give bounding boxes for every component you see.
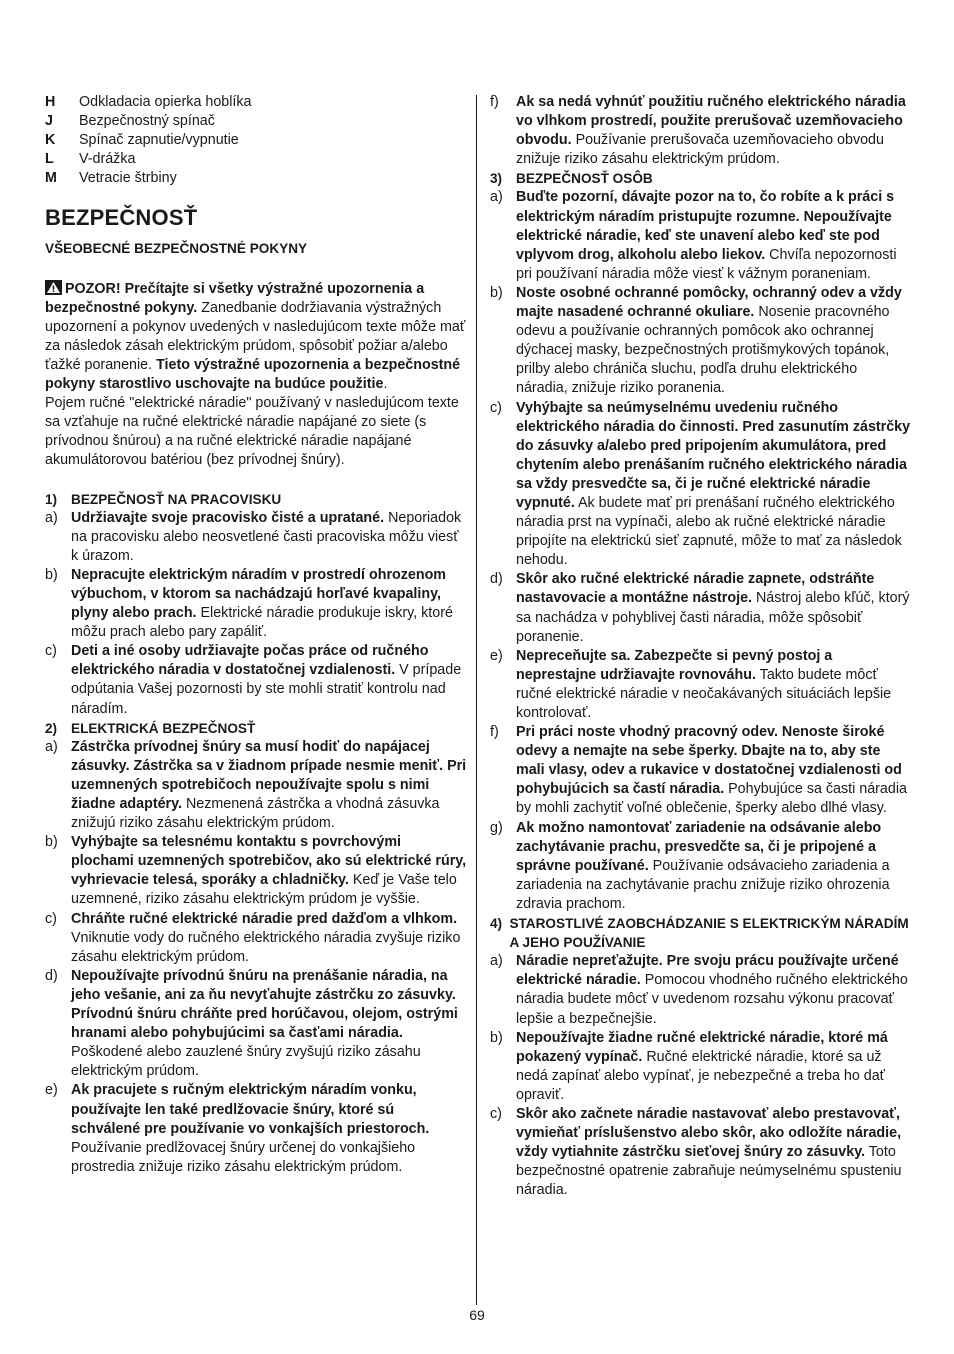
item-bold: Nepoužívajte žiadne ručné elektrické náradie, ktoré má pokazený vypínač. xyxy=(516,1029,888,1065)
item-label: c) xyxy=(45,643,57,660)
list-item xyxy=(45,642,467,718)
item-bold: Skôr ako ručné elektrické náradie zapnete, odstráňte nastavovacie a montážne nástroje. xyxy=(516,571,875,607)
legend-key: M xyxy=(45,170,57,187)
item-text xyxy=(71,967,467,1082)
list-item xyxy=(490,647,912,723)
item-text xyxy=(516,93,912,169)
item-bold: Náradie nepreťažujte. Pre svoju prácu používajte určené elektrické náradie. xyxy=(516,953,899,989)
item-text xyxy=(71,910,467,967)
legend-key: J xyxy=(45,113,53,130)
item-bold: Pri práci noste vhodný pracovný odev. Nenoste široké odevy a nemajte na sebe šperky. Dbajte na to, aby ste mali vlasy, odev a rukavice v dostatočnej vzdialenosti od pohybujúcich sa častí náradia. xyxy=(516,724,902,798)
item-body: Nosenie pracovného odevu a používanie ochranných pomôcok ako ochrannej dýchacej masky, bezpečnostných protišmykových topánok, prilby alebo chrániča sluchu, podľa druhu elektrického náradia, znižuje riziko poranenia. xyxy=(516,304,890,397)
section-title-text: ELEKTRICKÁ BEZPEČNOSŤ xyxy=(71,720,256,736)
list-item xyxy=(490,723,912,818)
left-column xyxy=(45,93,467,1177)
definition-paragraph: Pojem ručné "elektrické náradie" používaný v nasledujúcom texte sa vzťahuje na ručné elektrické náradie napájané zo siete (s prívodnou šnúrou) a na ručné elektrické náradie napájané akumulátorovou batériou (bez prívodnej šnúry). xyxy=(45,395,459,469)
list-item xyxy=(45,910,467,967)
list-item xyxy=(45,1081,467,1176)
item-label: g) xyxy=(490,819,503,836)
list-item xyxy=(490,188,912,283)
column-divider xyxy=(476,95,477,1305)
item-body: Chvíľa nepozornosti pri používaní náradia môže viesť k vážnym poraneniam. xyxy=(516,246,897,282)
item-body: Používanie prerušovača uzemňovacieho obvodu znižuje riziko zásahu elektrickým prúdom. xyxy=(516,132,884,168)
legend-item xyxy=(45,131,467,150)
item-bold: Vyhýbajte sa telesnému kontaktu s povrchovými plochami uzemnených spotrebičov, ako sú elektrické rúry, vyhrievacie telesá, sporáky a chladničky. xyxy=(71,834,467,889)
item-body: Pomocou vhodného ručného elektrického náradia budete môcť v uvedenom rozsahu výkonu pracovať lepšie a bezpečnejšie. xyxy=(516,972,908,1027)
item-text xyxy=(71,1081,467,1176)
item-body: V prípade odpútania Vašej pozornosti by ste mohli stratiť kontrolu nad náradím. xyxy=(71,662,462,717)
item-bold: Deti a iné osoby udržiavajte počas práce od ručného elektrického náradia v dostatočnej vzdialenosti. xyxy=(71,643,429,679)
legend-key: H xyxy=(45,94,56,110)
section-title xyxy=(490,914,912,952)
item-label: d) xyxy=(45,967,58,984)
item-body: Ručné elektrické náradie, ktoré sa už nedá zapínať alebo vypínať, je nebezpečné a treba ho dať opraviť. xyxy=(516,1048,886,1103)
item-text xyxy=(71,642,467,718)
item-bold: Skôr ako začnete náradie nastavovať alebo prestavovať, vymieňať príslušenstvo alebo skôr, ako odložíte náradie, vždy vytiahnite zástrčku sieťovej šnúry zo zásuvky. xyxy=(516,1105,902,1161)
section-heading: BEZPEČNOSŤ xyxy=(45,205,198,231)
item-text xyxy=(71,738,467,833)
item-bold: Udržiavajte svoje pracovisko čisté a upratané. xyxy=(71,509,385,526)
warning-bold-text-2: Tieto výstražné upozornenia a bezpečnostné pokyny starostlivo uschovajte na budúce použitie xyxy=(45,356,461,393)
legend-key: L xyxy=(45,151,54,168)
item-body: Používanie predlžovacej šnúry určenej do vonkajšieho prostredia znižuje riziko zásahu elektrickým prúdom. xyxy=(71,1139,416,1175)
section-number: 3) xyxy=(490,171,503,187)
item-label: e) xyxy=(490,647,503,664)
section-number: 4) xyxy=(490,916,503,932)
item-label: b) xyxy=(490,1029,503,1046)
warning-bold-text: POZOR! Prečítajte si všetky výstražné upozornenia a bezpečnostné pokyny. xyxy=(45,280,425,316)
item-body: Ak budete mať pri prenášaní ručného elektrického náradia prst na vypínači, alebo ak ručné elektrické náradie pripojíte na elektrickú sieť zapnuté, môže to mať za následok nehodu. xyxy=(516,494,902,569)
legend-key: K xyxy=(45,132,56,149)
section-number: 1) xyxy=(45,491,58,507)
right-column xyxy=(490,93,912,1200)
list-item xyxy=(45,738,467,833)
item-text xyxy=(71,509,467,566)
item-bold: Noste osobné ochranné pomôcky, ochranný odev a vždy majte nasadené ochranné okuliare. xyxy=(516,284,902,321)
item-label: f) xyxy=(490,724,499,741)
list-item xyxy=(490,1105,912,1200)
item-label: c) xyxy=(45,910,57,927)
list-item xyxy=(490,952,912,1028)
item-bold: Chráňte ručné elektrické náradie pred dažďom a vlhkom. xyxy=(71,910,458,927)
page-number: 69 xyxy=(469,1307,485,1323)
item-text xyxy=(516,570,912,646)
item-bold: Nepoužívajte prívodnú šnúru na prenášanie náradia, na jeho vešanie, ani za ňu nevyťahujte zástrčku zo zásuvky. Prívodnú šnúru chráňte pred horúčavou, olejom, ostrými hranami alebo pohybujúcimi sa časťami náradia. xyxy=(71,967,458,1042)
list-item xyxy=(45,509,467,566)
item-label: a) xyxy=(490,953,503,970)
item-body: Nástroj alebo kľúč, ktorý sa nachádza v pohyblivej časti náradia, môže spôsobiť poranenie. xyxy=(516,590,910,645)
item-text xyxy=(516,647,912,723)
legend-item xyxy=(45,169,467,188)
item-label: f) xyxy=(490,94,499,110)
list-item xyxy=(490,570,912,646)
item-body: Vniknutie vody do ručného elektrického náradia zvyšuje riziko zásahu elektrickým prúdom. xyxy=(71,929,461,965)
list-item xyxy=(490,284,912,399)
item-bold: Zástrčka prívodnej šnúry sa musí hodiť do napájacej zásuvky. Zástrčka sa v žiadnom prípade nesmie meniť. Pri uzemnených spotrebičoch nepoužívajte spolu s nimi žiadne adaptéry. xyxy=(71,738,467,812)
item-body: Poškodené alebo zauzlené šnúry zvyšujú riziko zásahu elektrickým prúdom. xyxy=(71,1044,421,1080)
section-title xyxy=(45,719,467,738)
section-title-text: STAROSTLIVÉ ZAOBCHÁDZANIE S ELEKTRICKÝM NÁRADÍM A JEHO POUŽÍVANIE xyxy=(509,916,909,951)
item-body: Pohybujúce sa časti náradia by mohli zachytiť voľné oblečenie, šperky alebo dlhé vlasy. xyxy=(516,781,907,817)
item-label: a) xyxy=(45,738,58,755)
item-text xyxy=(516,723,912,818)
item-text xyxy=(516,1029,912,1105)
item-label: a) xyxy=(45,509,58,526)
item-bold: Vyhýbajte sa neúmyselnému uvedeniu ručného elektrického náradia do činnosti. Pred zasunutím zástrčky do zásuvky a/alebo pred pripojením akumulátora, pred chytením alebo prenášaním ručného elektrického náradia sa vždy presvedčte sa, či je ručné elektrické náradie vypnuté. xyxy=(516,399,911,511)
item-bold: Nepreceňujte sa. Zabezpečte si pevný postoj a neprestajne udržiavajte rovnováhu. xyxy=(516,647,833,683)
item-body: Keď je Vaše telo uzemnené, riziko zásahu elektrickým prúdom je vyššie. xyxy=(71,872,457,908)
list-item xyxy=(490,93,912,169)
item-body: Toto bezpečnostné opatrenie zabraňuje neúmyselnému spusteniu náradia. xyxy=(516,1144,902,1199)
list-item xyxy=(490,399,912,571)
legend-item xyxy=(45,112,467,131)
item-bold: Buďte pozorní, dávajte pozor na to, čo robíte a k práci s elektrickým náradím pristupujte rozumne. Nepoužívajte elektrické náradie, keď ste unavení alebo keď ste pod vplyvom drog, alkoholu alebo liekov. xyxy=(516,189,895,263)
section-title-text: BEZPEČNOSŤ NA PRACOVISKU xyxy=(71,491,282,507)
item-label: c) xyxy=(490,1105,502,1122)
legend-text: V-drážka xyxy=(79,151,136,168)
item-text xyxy=(516,819,912,914)
item-label: b) xyxy=(490,284,503,301)
item-bold: Ak pracujete s ručným elektrickým náradím vonku, používajte len také predlžovacie šnúry, ktoré sú schválené pre používanie vo vonkajších priestoroch. xyxy=(71,1082,430,1137)
item-label: e) xyxy=(45,1082,58,1099)
legend-text: Spínač zapnutie/vypnutie xyxy=(79,132,239,149)
warning-triangle-icon xyxy=(45,280,62,295)
item-text xyxy=(516,952,912,1028)
item-bold: Ak sa nedá vyhnúť použitiu ručného elektrického náradia vo vlhkom prostredí, použite prerušovač uzemňovacieho obvodu. xyxy=(516,94,906,149)
item-label: c) xyxy=(490,399,502,416)
item-body: Používanie odsávacieho zariadenia a zariadenia na zachytávanie prachu znižuje riziko ohrozenia zdravia prachom. xyxy=(516,857,890,912)
item-label: b) xyxy=(45,566,58,583)
item-label: b) xyxy=(45,834,58,851)
item-body: Elektrické náradie produkuje iskry, ktoré môžu prach alebo pary zapáliť. xyxy=(71,605,453,641)
section-number: 2) xyxy=(45,720,58,736)
item-text xyxy=(516,188,912,283)
legend-text: Odkladacia opierka hoblíka xyxy=(79,94,252,110)
section-title-text: BEZPEČNOSŤ OSÔB xyxy=(516,171,653,187)
list-item xyxy=(490,819,912,914)
item-body: Takto budete môcť ručné elektrické náradie v neočakávaných situáciách lepšie kontrolovať. xyxy=(516,666,892,721)
item-bold: Ak možno namontovať zariadenie na odsávanie alebo zachytávanie prachu, presvedčte sa, či je pripojené a správne používané. xyxy=(516,819,882,874)
legend-item xyxy=(45,93,467,112)
item-text xyxy=(516,1105,912,1200)
general-safety-subheading: VŠEOBECNÉ BEZPEČNOSTNÉ POKYNY xyxy=(45,241,308,257)
list-item xyxy=(45,833,467,909)
item-bold: Nepracujte elektrickým náradím v prostredí ohrozenom výbuchom, v ktorom sa nachádzajú horľavé kvapaliny, plyny alebo prach. xyxy=(71,566,447,622)
section-title xyxy=(490,169,912,188)
item-text xyxy=(516,284,912,399)
item-label: a) xyxy=(490,189,503,206)
item-body: Neporiadok na pracovisku alebo neosvetlené časti pracoviska môžu viesť k úrazom. xyxy=(71,509,462,564)
item-label: d) xyxy=(490,571,503,588)
section-title xyxy=(45,490,467,509)
parts-legend xyxy=(45,93,467,188)
legend-text: Bezpečnostný spínač xyxy=(79,113,215,130)
list-item xyxy=(45,566,467,642)
item-text xyxy=(516,399,912,571)
list-item xyxy=(490,1029,912,1105)
warning-text-end: . xyxy=(383,376,388,393)
item-body: Nezmenená zástrčka a vhodná zásuvka znižujú riziko zásahu elektrickým prúdom. xyxy=(71,796,440,832)
legend-item xyxy=(45,150,467,169)
list-item xyxy=(45,967,467,1082)
warning-paragraph xyxy=(45,280,467,395)
item-text xyxy=(71,566,467,642)
item-text xyxy=(71,833,467,909)
warning-text: Zanedbanie dodržiavania výstražných upozornení a pokynov uvedených v nasledujúcom texte môže mať za následok zásah elektrickým prúdom, spôsobiť požiar a/alebo ťažké poranenie. xyxy=(45,299,466,373)
legend-text: Vetracie štrbiny xyxy=(79,170,177,187)
